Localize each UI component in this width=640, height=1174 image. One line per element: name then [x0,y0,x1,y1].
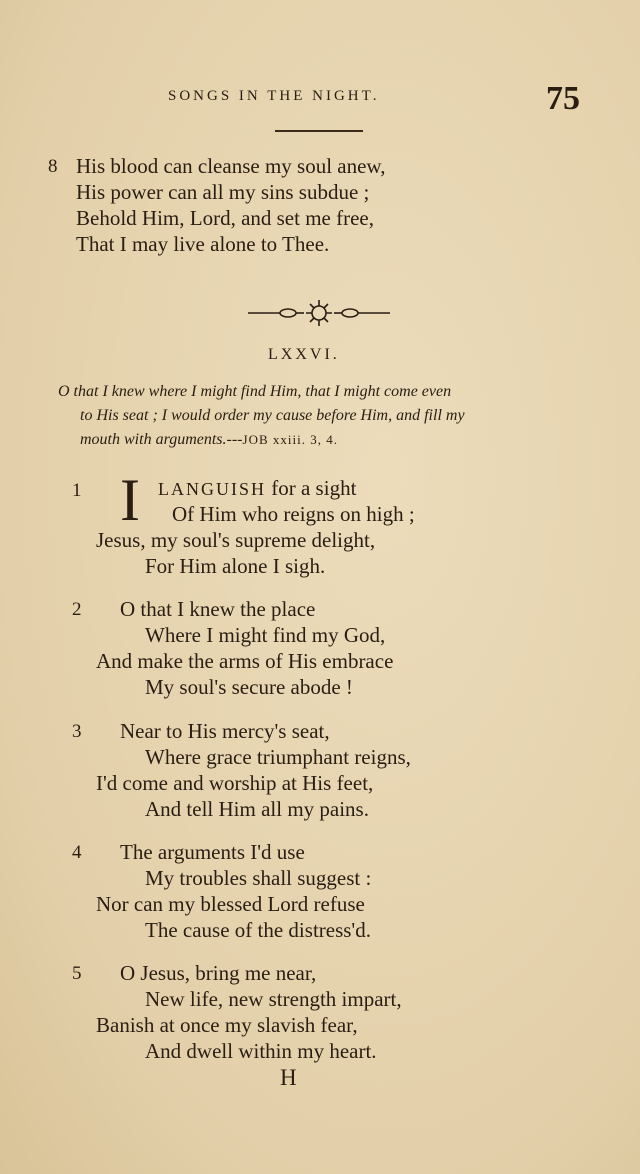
verse-line: O Jesus, bring me near, [120,961,317,985]
epigraph-line: to His seat ; I would order my cause before Him, and fill my [80,407,465,424]
verse-number: 4 [72,842,82,863]
verse-line: Of Him who reigns on high ; [172,502,415,526]
verse-line: My soul's secure abode ! [145,675,353,699]
epigraph-text: mouth with arguments.--- [80,431,243,448]
verse-line [158,476,356,501]
verse-line: That I may live alone to Thee. [76,232,330,256]
verse-line: The cause of the distress'd. [145,918,371,942]
verse-line: Jesus, my soul's supreme delight, [96,528,376,552]
running-head: SONGS IN THE NIGHT. [168,88,380,104]
hymn-number: LXXVI. [268,346,340,363]
verse-line: Behold Him, Lord, and set me free, [76,206,374,230]
signature-mark: H [280,1065,297,1090]
header-rule [275,130,363,132]
verse-line: Banish at once my slavish fear, [96,1013,358,1037]
verse-line: And dwell within my heart. [145,1039,377,1063]
verse-line: The arguments I'd use [120,840,305,864]
verse-line: Where grace triumphant reigns, [145,745,411,769]
verse-line: Near to His mercy's seat, [120,719,330,743]
verse-number: 2 [72,599,82,620]
opening-word: LANGUISH [158,479,266,499]
verse-line: Nor can my blessed Lord refuse [96,892,365,916]
verse-number: 1 [72,480,82,501]
verse-line: Where I might find my God, [145,623,386,647]
verse-line: For Him alone I sigh. [145,554,326,578]
verse-line-rest: for a sight [266,476,357,500]
verse-line: O that I knew the place [120,597,316,621]
fleuron-ornament-icon [246,298,392,328]
scripture-citation: JOB xxiii. 3, 4. [242,432,338,447]
verse-line: And tell Him all my pains. [145,797,369,821]
page-number: 75 [546,80,580,117]
verse-line: I'd come and worship at His feet, [96,771,374,795]
verse-number: 3 [72,721,82,742]
epigraph-line [80,431,338,449]
verse-line: And make the arms of His embrace [96,649,394,673]
verse-line: New life, new strength impart, [145,987,402,1011]
verse-line: His power can all my sins subdue ; [76,180,370,204]
verse-number: 5 [72,963,82,984]
epigraph-line: O that I knew where I might find Him, that I might come even [58,383,452,400]
verse-line: My troubles shall suggest : [145,866,372,890]
verse-line: His blood can cleanse my soul anew, [76,154,386,178]
drop-cap: I [120,467,140,533]
verse-number: 8 [48,156,58,177]
